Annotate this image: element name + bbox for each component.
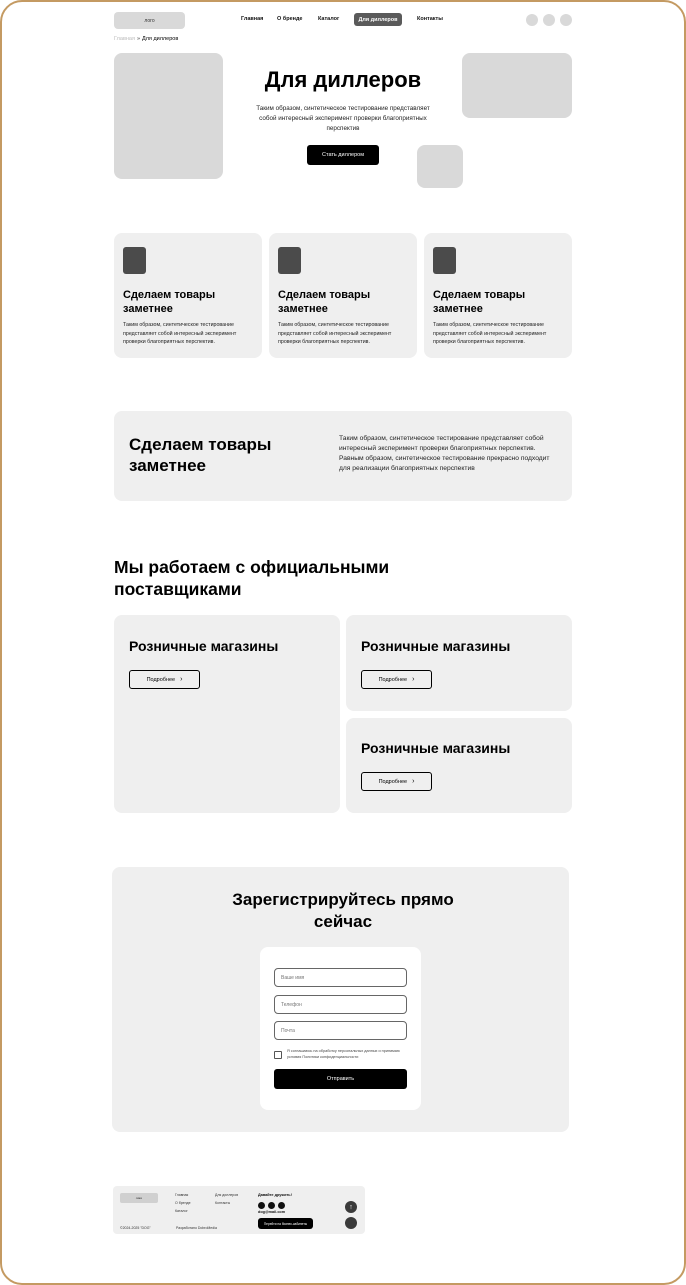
logo[interactable]: лого <box>114 12 185 29</box>
footer-link[interactable]: О бренде <box>175 1201 191 1205</box>
chevron-right-icon: › <box>180 676 183 683</box>
footer-link[interactable]: Для диллеров <box>215 1193 239 1197</box>
details-label: Подробнее <box>146 676 176 683</box>
page-title: Для диллеров <box>264 67 422 92</box>
nav-about[interactable]: О бренде <box>277 16 303 22</box>
social-icon[interactable] <box>258 1202 265 1209</box>
register-title: Зарегистрируйтесь прямо сейчас <box>232 890 454 931</box>
details-label: Подробнее <box>378 676 408 683</box>
phone-input[interactable] <box>274 995 407 1014</box>
social-icon[interactable] <box>543 14 555 26</box>
feature-title: Сделаем товары заметнее <box>123 289 216 315</box>
footer-link[interactable]: Главная <box>175 1193 189 1197</box>
banner-text: Таким образом, синтетическое тестирование представляет собой интересный эксперимент проверки благоприятных перспектив. Равным образом, синтетическое тестирование прекрасно подходит для реализации благоприятных перспектив <box>339 435 550 472</box>
nav-dealers-active[interactable]: Для диллеров <box>354 13 402 26</box>
footer-logo[interactable]: лого <box>120 1193 158 1203</box>
feature-card <box>424 233 572 358</box>
details-button[interactable] <box>129 670 200 689</box>
banner-title: Сделаем товары заметнее <box>129 435 272 475</box>
feature-icon <box>123 247 146 274</box>
details-button[interactable] <box>361 670 432 689</box>
breadcrumb-separator: » <box>136 36 140 42</box>
feature-icon <box>278 247 301 274</box>
details-label: Подробнее <box>378 778 408 785</box>
details-button[interactable] <box>361 772 432 791</box>
feature-text: Таким образом, синтетическое тестирование представляет собой интересный эксперимент проверки благоприятных перспектив. <box>123 322 237 345</box>
breadcrumb <box>114 36 178 42</box>
feature-title: Сделаем товары заметнее <box>278 289 371 315</box>
social-icon[interactable] <box>268 1202 275 1209</box>
nav-home[interactable]: Главная <box>241 16 264 22</box>
suppliers-title: Мы работаем с официальными поставщиками <box>114 557 390 599</box>
chevron-right-icon: › <box>412 676 415 683</box>
breadcrumb-home[interactable]: Главная <box>114 36 135 42</box>
store-card <box>346 718 572 813</box>
footer-credit[interactable]: Разработано DobroMedia <box>176 1226 217 1230</box>
hero-image-small <box>417 145 463 188</box>
consent-text: Я соглашаюсь на обработку персональных данных и принимаю условия Политики конфиденциальности <box>287 1049 400 1059</box>
submit-button[interactable]: Отправить <box>274 1069 407 1089</box>
feature-icon <box>433 247 456 274</box>
hero-image-right <box>462 53 572 118</box>
feature-card <box>269 233 417 358</box>
footer-social-heading: Давайте дружить! <box>258 1193 292 1197</box>
breadcrumb-current: Для диллеров <box>142 36 179 42</box>
scroll-up-button[interactable]: ↑ <box>345 1201 357 1213</box>
footer-email[interactable]: dog@mail.com <box>258 1210 286 1214</box>
name-input[interactable] <box>274 968 407 987</box>
store-card <box>346 615 572 711</box>
feature-title: Сделаем товары заметнее <box>433 289 526 315</box>
footer-copyright: ©2024-2025 "DOG" <box>120 1226 151 1230</box>
social-icon[interactable] <box>278 1202 285 1209</box>
chat-button[interactable] <box>345 1217 357 1229</box>
footer-cta-button[interactable]: Перейти на бизнес-кабинеты <box>258 1218 313 1229</box>
footer-link[interactable]: Контакты <box>215 1201 231 1205</box>
email-input[interactable] <box>274 1021 407 1040</box>
feature-text: Таким образом, синтетическое тестирование представляет собой интересный эксперимент проверки благоприятных перспектив. <box>278 322 392 345</box>
hero-image-left <box>114 53 223 179</box>
hero-description: Таким образом, синтетическое тестирование представляет собой интересный эксперимент проверки благоприятных перспектив <box>256 105 430 132</box>
store-title: Розничные магазины <box>129 638 279 654</box>
social-icon[interactable] <box>526 14 538 26</box>
footer-link[interactable]: Каталог <box>175 1209 188 1213</box>
store-title: Розничные магазины <box>361 638 511 654</box>
feature-text: Таким образом, синтетическое тестирование представляет собой интересный эксперимент проверки благоприятных перспектив. <box>433 322 547 345</box>
consent-checkbox[interactable] <box>274 1051 282 1059</box>
social-icon[interactable] <box>560 14 572 26</box>
become-dealer-button[interactable]: Стать диллером <box>307 145 379 165</box>
chevron-right-icon: › <box>412 778 415 785</box>
store-title: Розничные магазины <box>361 740 511 756</box>
nav-catalog[interactable]: Каталог <box>318 16 340 22</box>
feature-card <box>114 233 262 358</box>
nav-contacts[interactable]: Контакты <box>417 16 443 22</box>
